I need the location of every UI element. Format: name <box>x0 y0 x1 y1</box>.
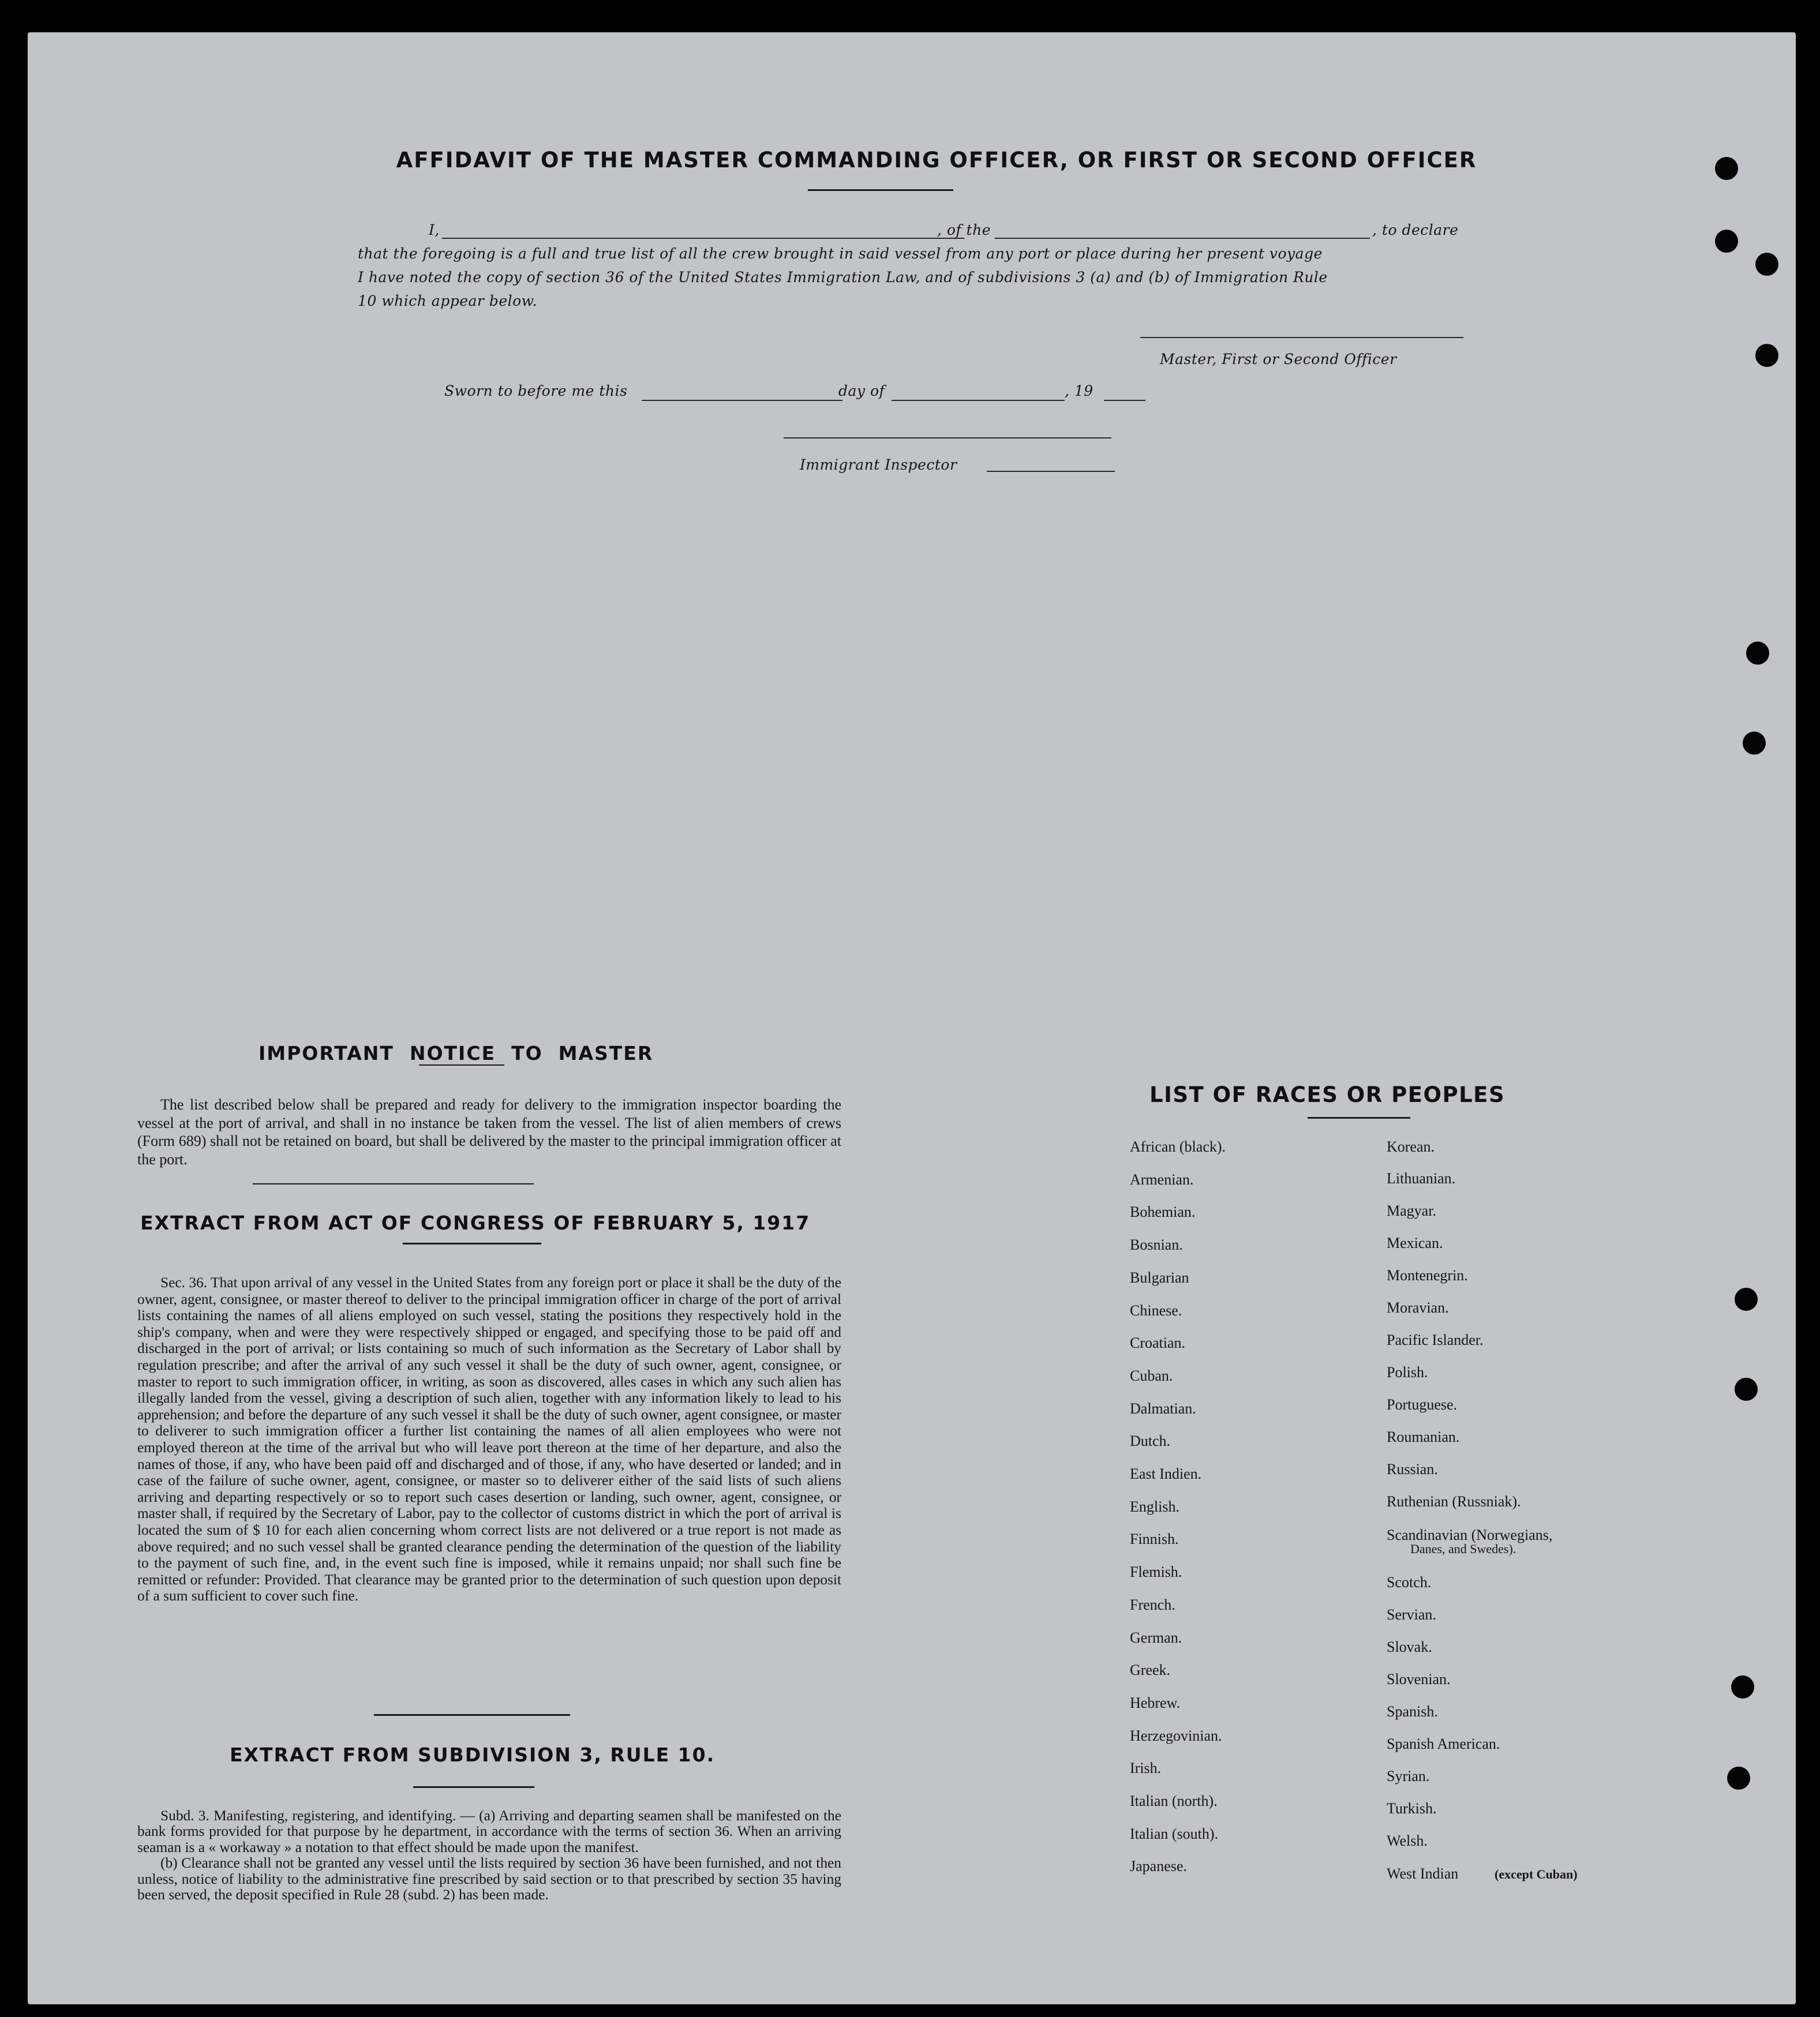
race-item: Spanish American. <box>1387 1735 1500 1752</box>
race-item: Italian (north). <box>1130 1793 1218 1809</box>
race-item: Dalmatian. <box>1130 1400 1196 1417</box>
punch-hole <box>1735 1288 1758 1311</box>
race-item: Herzegovinian. <box>1130 1727 1222 1744</box>
race-item: Scotch. <box>1387 1574 1432 1591</box>
race-item: (except Cuban) <box>1495 1867 1578 1881</box>
race-item: Bulgarian <box>1130 1269 1189 1286</box>
notice-paragraph: The list described below shall be prepared and ready for delivery to the immigration inspector boarding the vessel at the port of arrival, and shall in no instance be taken from the vessel. The list of alien members of crews (Form 689) shall not be retained on board, but shall be delivered by the master to the principal immigration officer at the port. <box>137 1096 841 1168</box>
punch-hole <box>1715 157 1738 180</box>
race-item: Lithuanian. <box>1387 1170 1456 1187</box>
race-item: Dutch. <box>1130 1433 1171 1450</box>
races-title: LIST OF RACES OR PEOPLES <box>1149 1082 1506 1107</box>
inspector-top-line <box>784 437 1111 438</box>
punch-hole <box>1746 642 1769 665</box>
race-item: Turkish. <box>1387 1800 1437 1817</box>
punch-hole <box>1755 253 1778 276</box>
affidavit-of-the: , of the <box>937 222 991 238</box>
race-item: Mexican. <box>1387 1235 1443 1251</box>
document-page <box>28 32 1796 2004</box>
act-paragraph: Sec. 36. That upon arrival of any vessel in the United States from any foreign port or place it shall be the duty of the owner, agent, consignee, or master thereof to deliver to the principal immigration officer in charge of the port of arrival lists containing the names of all aliens employed on such vessel, stating the positions they respectively hold in the ship's company, when and were they were respectively shipped or engaged, and specifying those to be paid off and discharged in the port of arrival; or lists containing so much of such information as the Secretary of Labor shall by regulation prescribe; and after the arrival of any such vessel it shall be the duty of such owner, agent, consignee, or master to report to such immigration officer, in writing, as soon as discovered, alles cases in which any such alien has illegally landed from the vessel, giving a description of such alien, together with any information likely to lead to his apprehension; and before the departure of any such vessel it shall be the duty of such owner, agent consignee, or master to deliverer to such immigration officer a further list containing the names of all alien employees who were not employed thereon at the time of the arrival but who will leave port thereon at the time of her departure, and also the names of those, if any, who have been paid off and discharged and of those, if any, who have deserted or landed; and in case of the failure of suche owner, agent, consignee, or master so to deliverer either of the said lists of such aliens arriving and departing respectively or so to report such cases desertion or landing, such owner, agent, consignee, or master shall, if required by the Secretary of Labor, pay to the collector of customs district in which the port of arrival is located the sum of $ 10 for each alien concerning whom correct lists are not delivered or a true report is not made as above required; and no such vessel shall be granted clearance pending the determination of the question of the liability to the payment of such fine, and, in the event such fine is imposed, while it remains unpaid; nor shall such fine be remitted or refunder: Provided. That clearance may be granted prior to the determination of such question upon deposit of a sum sufficient to cover such fine. <box>137 1274 841 1604</box>
rule-title: EXTRACT FROM SUBDIVISION 3, RULE 10. <box>230 1744 716 1766</box>
punch-hole <box>1731 1675 1754 1699</box>
name-blank[interactable] <box>442 238 964 239</box>
race-item: Hebrew. <box>1130 1694 1181 1711</box>
act-text <box>137 1274 841 1604</box>
notice-underline <box>419 1064 504 1066</box>
race-item: Slovak. <box>1387 1639 1432 1655</box>
race-item: Servian. <box>1387 1606 1436 1623</box>
race-item: Slovenian. <box>1387 1671 1451 1688</box>
rule-divider <box>413 1786 534 1788</box>
rule-text <box>137 1808 841 1903</box>
race-item: Armenian. <box>1130 1171 1194 1188</box>
vessel-blank[interactable] <box>995 238 1370 239</box>
signature-blank[interactable] <box>1140 337 1463 338</box>
affidavit-title: AFFIDAVIT OF THE MASTER COMMANDING OFFICER, OR FIRST OR SECOND OFFICER <box>396 148 1477 173</box>
rule-paragraph-b: (b) Clearance shall not be granted any vessel until the lists required by section 36 have been furnished, and not then unless, notice of liability to the administrative fine prescribed by said section or to that prescribed by section 35 having been served, the deposit specified in Rule 28 (subd. 2) has been made. <box>137 1855 841 1903</box>
race-item: Syrian. <box>1387 1768 1430 1784</box>
race-item: French. <box>1130 1596 1175 1613</box>
punch-hole <box>1715 230 1738 253</box>
affidavit-declare: , to declare <box>1372 222 1459 238</box>
sworn-month-blank[interactable] <box>892 400 1065 401</box>
inspector-label: Immigrant Inspector <box>800 456 957 473</box>
sworn-day-blank[interactable] <box>642 400 842 401</box>
race-item: Portuguese. <box>1387 1396 1458 1413</box>
affidavit-i: I, <box>429 222 440 238</box>
punch-hole <box>1735 1378 1758 1401</box>
sworn-year-blank[interactable] <box>1104 400 1145 401</box>
title-divider <box>808 189 953 191</box>
race-item: Cuban. <box>1130 1367 1173 1384</box>
race-item: Scandinavian (Norwegians, <box>1387 1527 1553 1543</box>
race-item: Moravian. <box>1387 1299 1449 1316</box>
race-item: Greek. <box>1130 1662 1171 1679</box>
race-item: Croatian. <box>1130 1334 1186 1352</box>
races-divider <box>1308 1117 1410 1119</box>
race-item: Irish. <box>1130 1760 1162 1777</box>
race-item: Flemish. <box>1130 1564 1182 1581</box>
race-item: Bosnian. <box>1130 1236 1183 1254</box>
race-item: Bohemian. <box>1130 1204 1196 1221</box>
affidavit-line-2: that the foregoing is a full and true list of all the crew brought in said vessel from any port or place during her present voyage <box>358 245 1323 262</box>
race-item: Roumanian. <box>1387 1429 1460 1445</box>
act-title: EXTRACT FROM ACT OF CONGRESS OF FEBRUARY 5, 1917 <box>140 1212 811 1234</box>
inspector-signature-blank[interactable] <box>987 471 1115 472</box>
rule-paragraph-a: Subd. 3. Manifesting, registering, and identifying. — (a) Arriving and departing seamen shall be manifested on the bank forms provided for that purpose by he department, in accordance with the terms of section 36. When an arriving seaman is a « workaway » a notation to that effect should be made upon the manifest. <box>137 1808 841 1855</box>
race-item: Finnish. <box>1130 1531 1179 1548</box>
affidavit-line-3: I have noted the copy of section 36 of the United States Immigration Law, and of subdivisions 3 (a) and (b) of Immigration Rule <box>358 269 1328 286</box>
race-item: Danes, and Swedes). <box>1410 1542 1516 1556</box>
notice-divider <box>253 1183 534 1184</box>
affidavit-line-4: 10 which appear below. <box>358 293 538 309</box>
race-item: English. <box>1130 1498 1179 1515</box>
race-item: West Indian <box>1387 1865 1459 1882</box>
act-end-divider <box>374 1714 570 1716</box>
race-item: East Indien. <box>1130 1465 1202 1482</box>
race-item: Korean. <box>1387 1138 1435 1155</box>
race-item: Welsh. <box>1387 1832 1428 1849</box>
race-item: Spanish. <box>1387 1703 1438 1720</box>
sworn-label: Sworn to before me this <box>444 383 628 399</box>
signature-label: Master, First or Second Officer <box>1160 351 1397 368</box>
punch-hole <box>1727 1767 1750 1790</box>
race-item: German. <box>1130 1629 1182 1646</box>
race-item: Italian (south). <box>1130 1825 1219 1842</box>
race-item: Polish. <box>1387 1364 1428 1381</box>
race-item: Russian. <box>1387 1461 1438 1478</box>
race-item: Japanese. <box>1130 1858 1187 1875</box>
punch-hole <box>1755 344 1778 367</box>
year-prefix: , 19 <box>1065 383 1094 399</box>
notice-text <box>137 1096 841 1168</box>
day-of-label: day of <box>838 383 885 399</box>
punch-hole <box>1743 732 1766 755</box>
race-item: Magyar. <box>1387 1202 1436 1219</box>
race-item: Pacific Islander. <box>1387 1332 1484 1348</box>
race-item: African (black). <box>1130 1138 1226 1155</box>
act-divider <box>403 1243 541 1244</box>
race-item: Ruthenian (Russniak). <box>1387 1493 1521 1510</box>
race-item: Chinese. <box>1130 1302 1182 1319</box>
notice-title: IMPORTANT NOTICE TO MASTER <box>259 1042 654 1064</box>
race-item: Montenegrin. <box>1387 1267 1468 1284</box>
